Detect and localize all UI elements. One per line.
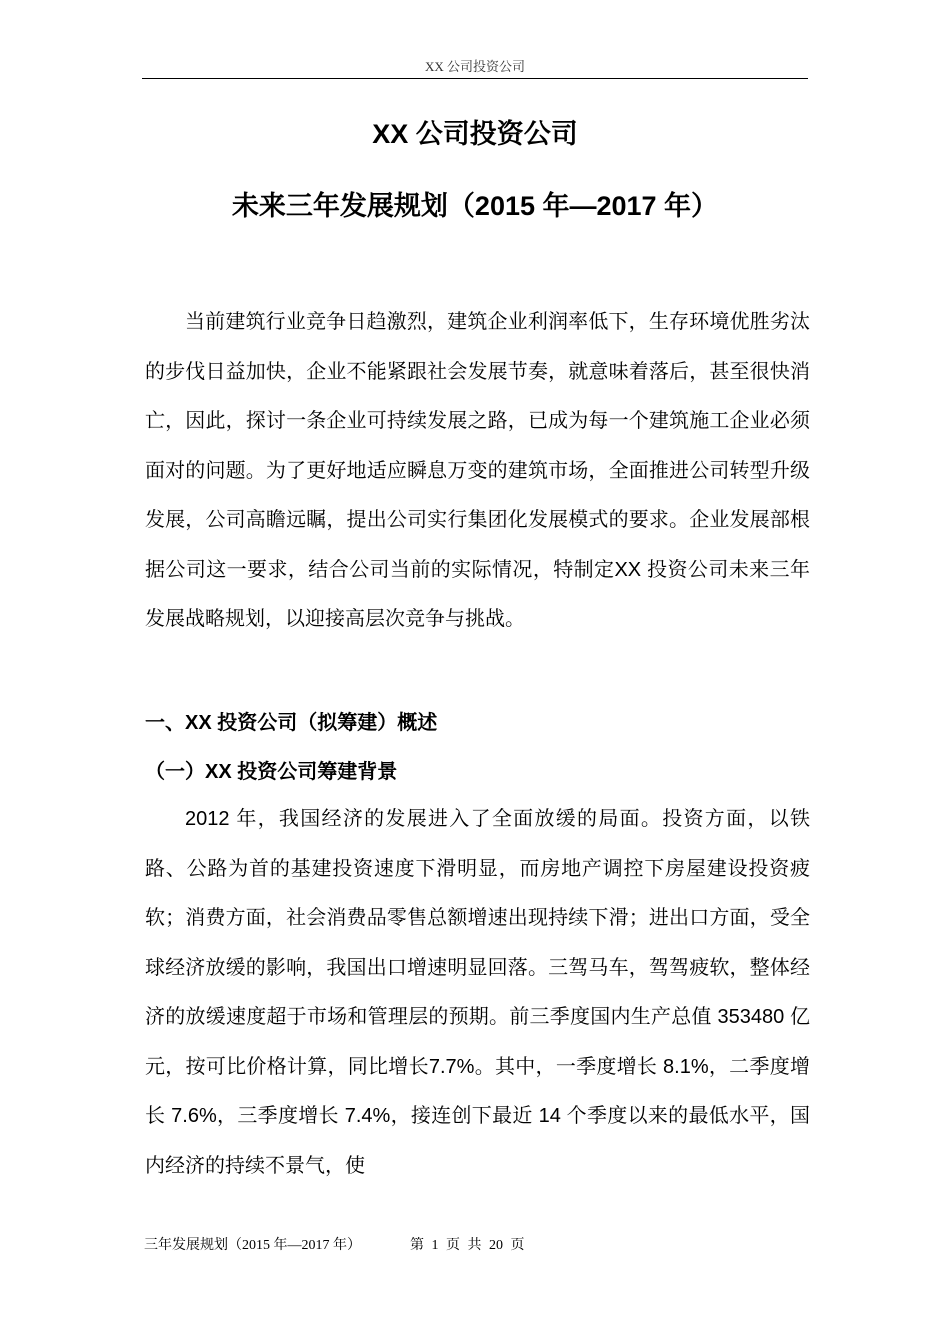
page-header: XX 公司投资公司: [424, 59, 526, 74]
intro-paragraph: 当前建筑行业竞争日趋激烈，建筑企业利润率低下，生存环境优胜劣汰的步伐日益加快，企业不能紧跟社会发展节奏，就意味着落后，甚至很快消亡，因此，探讨一条企业可持续发展之路，已成为每一个建筑施工企业必须面对的问题。为了更好地适应瞬息万变的建筑市场，全面推进公司转型升级发展，公司高瞻远瞩，提出公司实行集团化发展模式的要求。企业发展部根据公司这一要求，结合公司当前的实际情况，特制定XX 投资公司未来三年发展战略规划，以迎接高层次竞争与挑战。: [145, 311, 810, 630]
header-divider: [142, 78, 808, 79]
footer-page-number: 第 1 页 共 20 页: [410, 1238, 525, 1253]
document-subtitle: 未来三年发展规划（2015 年—2017 年）: [231, 191, 719, 221]
footer-document-name: 三年发展规划（2015 年—2017 年）: [144, 1238, 361, 1253]
section-heading-overview: 一、XX 投资公司（拟筹建）概述: [145, 712, 438, 734]
document-title: XX 公司投资公司: [372, 119, 578, 149]
subsection-heading-background: （一）XX 投资公司筹建背景: [145, 761, 398, 783]
background-paragraph: 2012 年，我国经济的发展进入了全面放缓的局面。投资方面，以铁路、公路为首的基建投资速度下滑明显，而房地产调控下房屋建设投资疲软；消费方面，社会消费品零售总额增速出现持续下滑；进出口方面，受全球经济放缓的影响，我国出口增速明显回落。三驾马车，驾驾疲软，整体经济的放缓速度超于市场和管理层的预期。前三季度国内生产总值 353480 亿元，按可比价格计算，同比增长7.7%。其中，一季度增长 8.1%，二季度增长 7.6%，三季度增长 7.4%，接连创下最近 14 个季度以来的最低水平，国内经济的持续不景气，使: [145, 808, 810, 1177]
